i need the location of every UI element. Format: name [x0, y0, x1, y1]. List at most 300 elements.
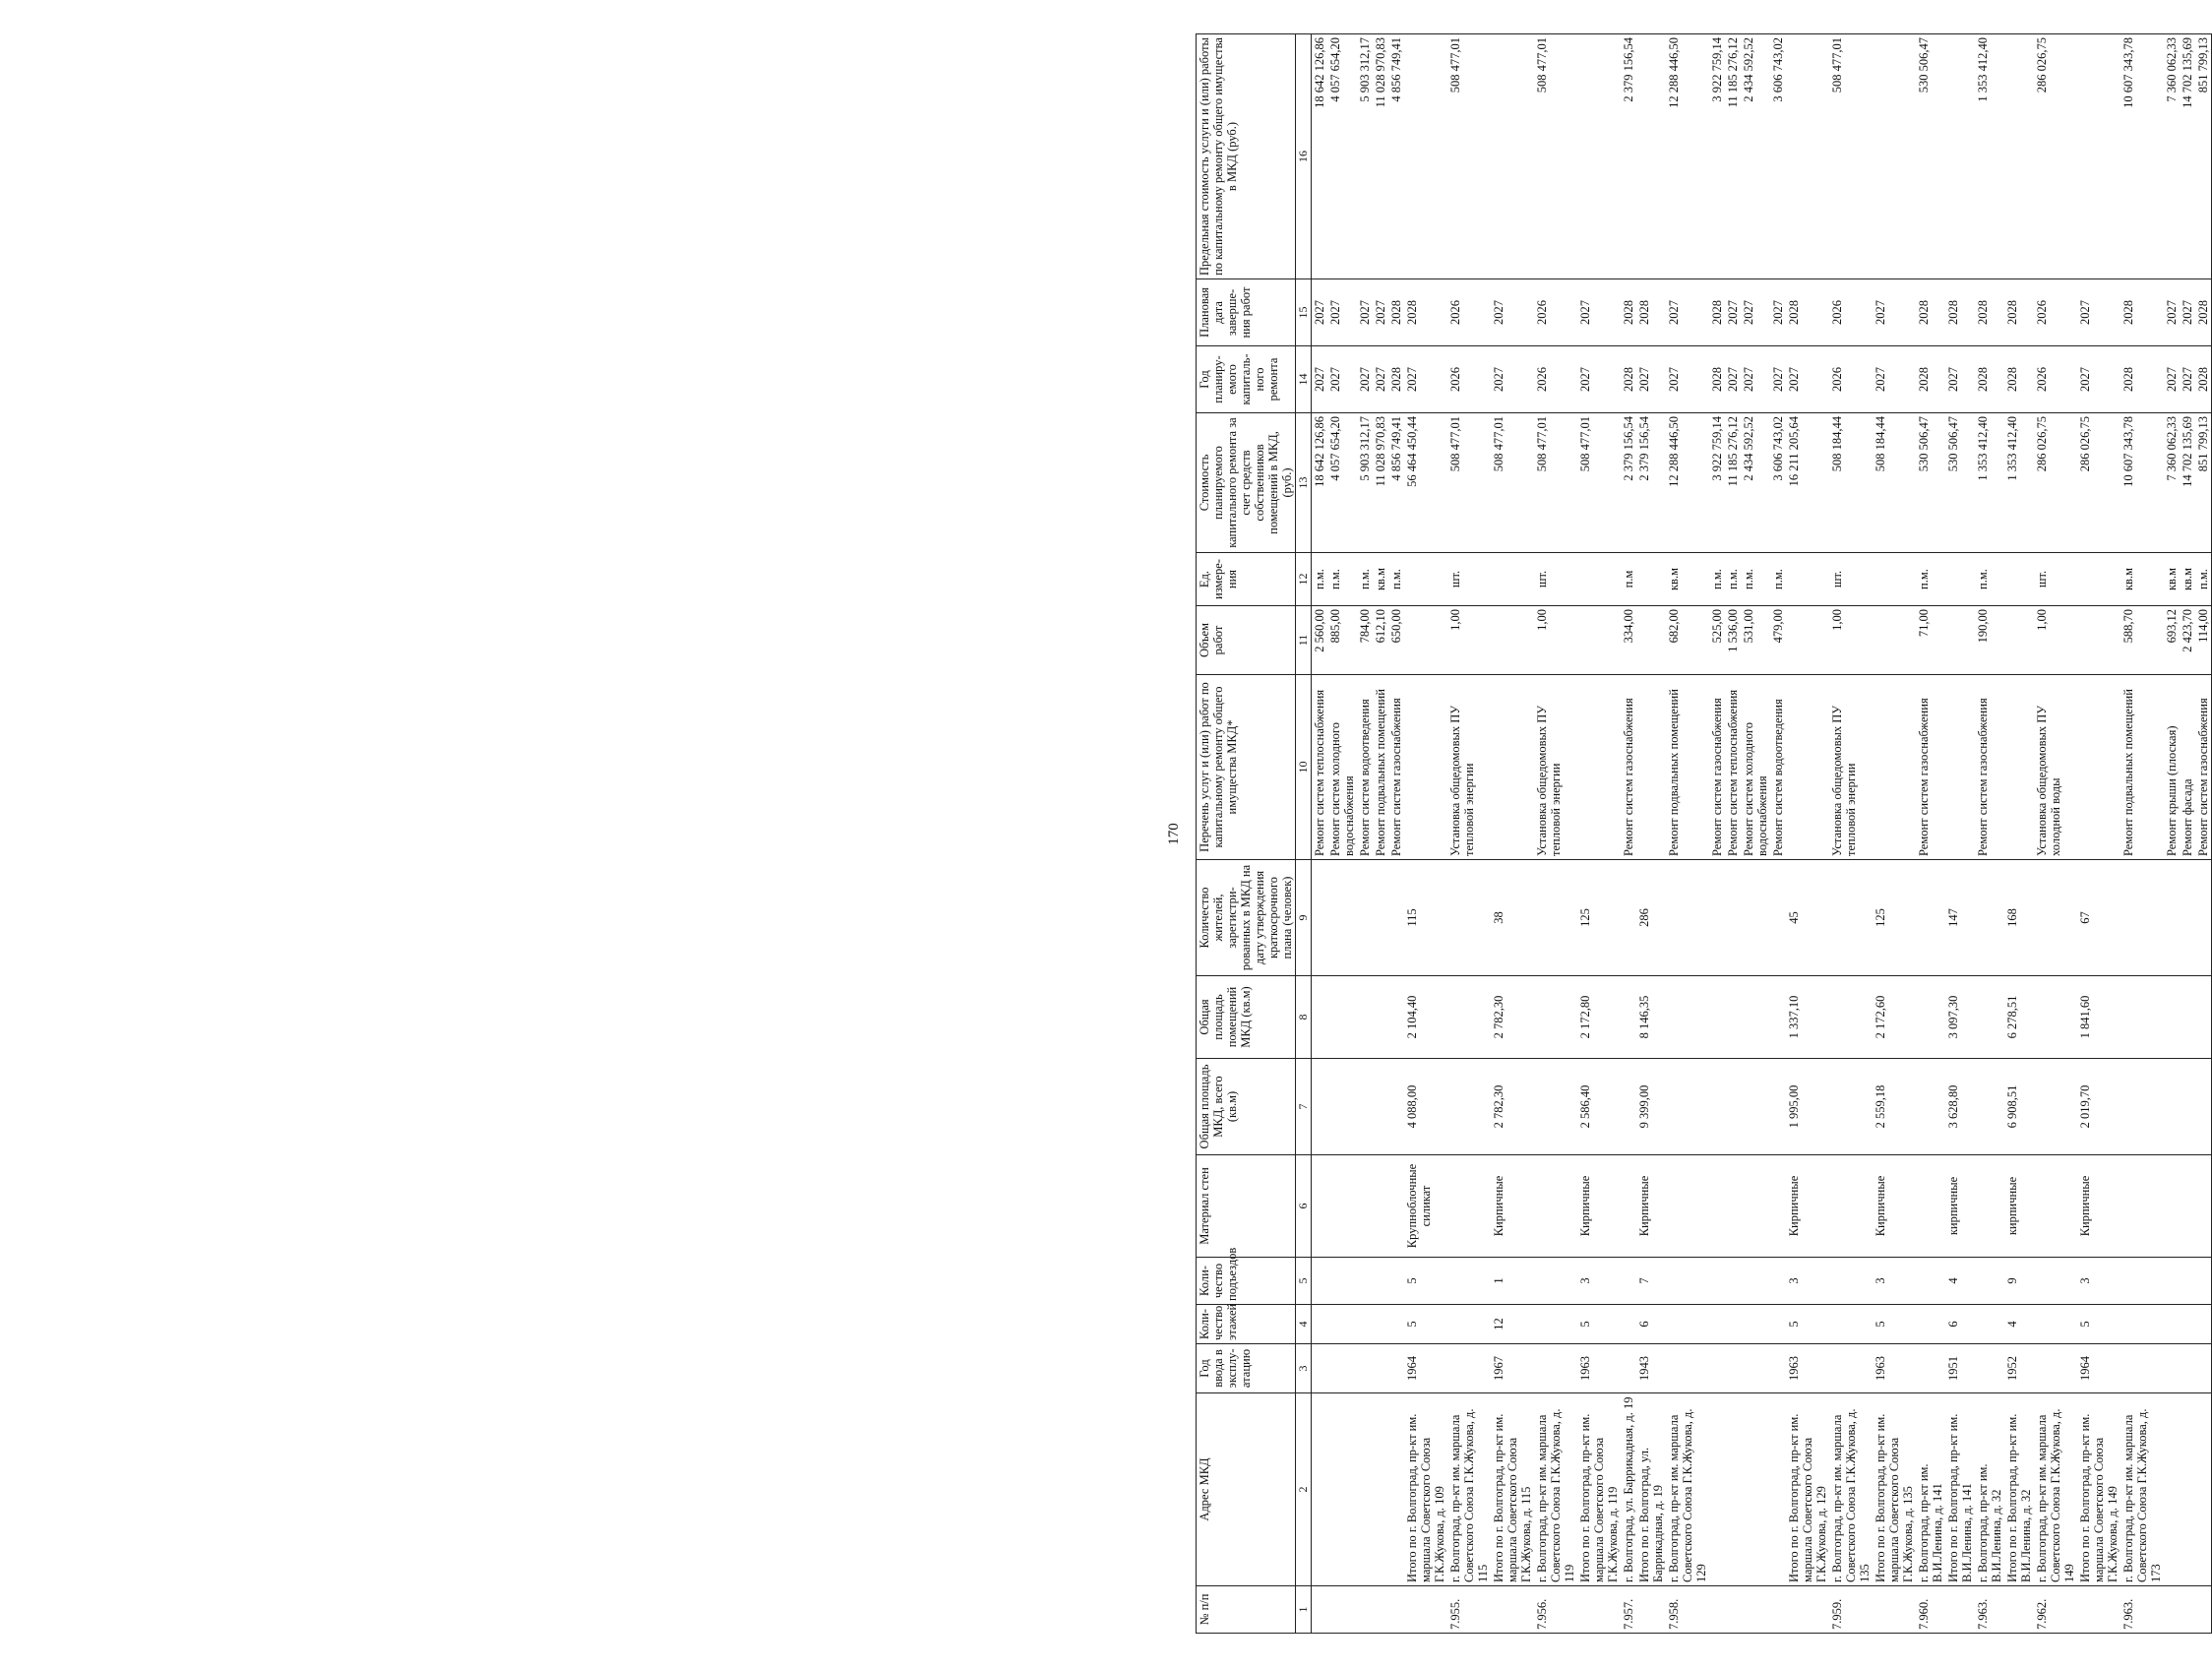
cell-col-8 — [1666, 976, 1709, 1059]
cell-col-15: 2027 — [1357, 279, 1373, 346]
cell-col-12 — [1945, 553, 1975, 606]
table-row — [1373, 34, 1388, 1634]
cell-col-2: Итого по г. Волгоград, пр-кт им. маршала Советского Союза Г.К.Жукова, д. 129 — [1786, 1393, 1829, 1586]
cell-col-7 — [1312, 1059, 1328, 1155]
cell-col-16: 3 922 759,14 — [1709, 34, 1725, 279]
column-number-8: 8 — [1296, 976, 1312, 1059]
cell-col-12 — [1491, 553, 1534, 606]
cell-col-15: 2027 — [1327, 279, 1357, 346]
table-row — [1357, 34, 1373, 1634]
cell-col-1 — [1491, 1586, 1534, 1634]
cell-col-6 — [1975, 1155, 2004, 1258]
cell-col-15: 2027 — [1770, 279, 1786, 346]
cell-col-10: Ремонт систем газоснабжения — [2195, 675, 2212, 860]
cell-col-6 — [1388, 1155, 1404, 1258]
cell-col-6: Кирпичные — [1491, 1155, 1534, 1258]
cell-col-4 — [1388, 1305, 1404, 1344]
cell-col-13: 508 184,44 — [1873, 413, 1916, 553]
column-header-10: Перечень услуг и (или) работ по капитальному ремонту общего имущества МКД* — [1197, 675, 1296, 860]
cell-col-12: п.м. — [1312, 553, 1328, 606]
cell-col-11: 334,00 — [1621, 606, 1636, 675]
column-header-2: Адрес МКД — [1197, 1393, 1296, 1586]
cell-col-1 — [1770, 1586, 1786, 1634]
cell-col-10: Установка общедомовых ПУ тепловой энергии — [1829, 675, 1873, 860]
cell-col-11: 190,00 — [1975, 606, 2004, 675]
cell-col-9 — [2034, 860, 2077, 976]
cell-col-11: 1,00 — [2034, 606, 2077, 675]
table-total-row — [1873, 34, 1916, 1634]
cell-col-12 — [1873, 553, 1916, 606]
cell-col-9: 286 — [1636, 860, 1666, 976]
cell-col-16 — [2077, 34, 2120, 279]
cell-col-14: 2027 — [2164, 346, 2180, 413]
cell-col-15: 2027 — [1725, 279, 1741, 346]
cell-col-15: 2027 — [1741, 279, 1770, 346]
column-header-9: Количество жителей, зарегистри-рованных в МКД на дату утверждения краткосрочного плана (человек) — [1197, 860, 1296, 976]
cell-col-14: 2027 — [1786, 346, 1829, 413]
column-header-7: Общая площадь МКД, всего (кв.м) — [1197, 1059, 1296, 1155]
cell-col-16 — [1786, 34, 1829, 279]
table-total-row — [1945, 34, 1975, 1634]
cell-col-2 — [1373, 1393, 1388, 1586]
cell-col-2 — [2180, 1393, 2195, 1586]
cell-col-15: 2027 — [1577, 279, 1621, 346]
cell-col-13: 2 379 156,54 — [1621, 413, 1636, 553]
cell-col-14: 2026 — [2034, 346, 2077, 413]
cell-col-11: 1,00 — [1534, 606, 1577, 675]
cell-col-16: 5 903 312,17 — [1357, 34, 1373, 279]
cell-col-16: 1 353 412,40 — [1975, 34, 2004, 279]
cell-col-15: 2028 — [1709, 279, 1725, 346]
cell-col-10: Ремонт систем теплоснабжения — [1312, 675, 1328, 860]
cell-col-13: 18 642 126,86 — [1312, 413, 1328, 553]
cell-col-13: 5 903 312,17 — [1357, 413, 1373, 553]
cell-col-5 — [1975, 1258, 2004, 1305]
cell-col-6 — [1725, 1155, 1741, 1258]
cell-col-7 — [1916, 1059, 1945, 1155]
cell-col-3: 1951 — [1945, 1344, 1975, 1393]
cell-col-2: г. Волгоград, пр-кт им. маршала Советского Союза Г.К.Жукова, д. 119 — [1534, 1393, 1577, 1586]
table-row — [1725, 34, 1741, 1634]
cell-col-15: 2028 — [1916, 279, 1945, 346]
cell-col-7: 2 586,40 — [1577, 1059, 1621, 1155]
cell-col-2: г. Волгоград, пр-кт им. В.И.Ленина, д. 141 — [1916, 1393, 1945, 1586]
cell-col-11: 531,00 — [1741, 606, 1770, 675]
cell-col-14: 2027 — [1945, 346, 1975, 413]
cell-col-11: 885,00 — [1327, 606, 1357, 675]
cell-col-7: 1 995,00 — [1786, 1059, 1829, 1155]
cell-col-14: 2027 — [1357, 346, 1373, 413]
cell-col-3 — [2120, 1344, 2164, 1393]
cell-col-7 — [1357, 1059, 1373, 1155]
cell-col-12: шт. — [1447, 553, 1491, 606]
table-row — [1621, 34, 1636, 1634]
cell-col-10: Ремонт фасада — [2180, 675, 2195, 860]
cell-col-9 — [1666, 860, 1709, 976]
cell-col-14: 2028 — [1975, 346, 2004, 413]
cell-col-3: 1943 — [1636, 1344, 1666, 1393]
cell-col-12: кв.м — [2164, 553, 2180, 606]
cell-col-5 — [1357, 1258, 1373, 1305]
column-header-16: Предельная стоимость услуги и (или) работы по капитальному ремонту общего имущества в МКД (руб.) — [1197, 34, 1296, 279]
cell-col-16: 18 642 126,86 — [1312, 34, 1328, 279]
cell-col-13: 3 922 759,14 — [1709, 413, 1725, 553]
cell-col-3: 1952 — [2004, 1344, 2034, 1393]
cell-col-14: 2027 — [1491, 346, 1534, 413]
cell-col-3: 1963 — [1873, 1344, 1916, 1393]
cell-col-10 — [2004, 675, 2034, 860]
cell-col-10: Ремонт систем газоснабжения — [1621, 675, 1636, 860]
cell-col-14: 2028 — [2004, 346, 2034, 413]
cell-col-9: 168 — [2004, 860, 2034, 976]
cell-col-6 — [1709, 1155, 1725, 1258]
cell-col-7: 4 088,00 — [1404, 1059, 1447, 1155]
cell-col-3 — [1709, 1344, 1725, 1393]
cell-col-9 — [1725, 860, 1741, 976]
cell-col-2: г. Волгоград, пр-кт им. маршала Советского Союза Г.К.Жукова, д. 149 — [2034, 1393, 2077, 1586]
cell-col-6 — [1357, 1155, 1373, 1258]
cell-col-8 — [1916, 976, 1945, 1059]
cell-col-1: 7.958. — [1666, 1586, 1709, 1634]
cell-col-14: 2028 — [2120, 346, 2164, 413]
table-total-row — [2077, 34, 2120, 1634]
cell-col-12: п.м. — [1725, 553, 1741, 606]
cell-col-13: 12 288 446,50 — [1666, 413, 1709, 553]
cell-col-6 — [1621, 1155, 1636, 1258]
table-row — [2164, 34, 2180, 1634]
cell-col-4 — [2120, 1305, 2164, 1344]
cell-col-7 — [1666, 1059, 1709, 1155]
cell-col-1: 7.960. — [1916, 1586, 1945, 1634]
cell-col-11 — [1945, 606, 1975, 675]
cell-col-16: 286 026,75 — [2034, 34, 2077, 279]
cell-col-8 — [1373, 976, 1388, 1059]
cell-col-7: 3 628,80 — [1945, 1059, 1975, 1155]
cell-col-4 — [1357, 1305, 1373, 1344]
cell-col-1 — [1873, 1586, 1916, 1634]
cell-col-8 — [2180, 976, 2195, 1059]
cell-col-4 — [2180, 1305, 2195, 1344]
cell-col-1 — [1741, 1586, 1770, 1634]
cell-col-15: 2028 — [1404, 279, 1447, 346]
table-row — [2180, 34, 2195, 1634]
cell-col-11: 612,10 — [1373, 606, 1388, 675]
cell-col-5 — [1388, 1258, 1404, 1305]
cell-col-12: шт. — [1534, 553, 1577, 606]
cell-col-2: Итого по г. Волгоград, пр-кт им. маршала Советского Союза Г.К.Жукова, д. 135 — [1873, 1393, 1916, 1586]
cell-col-10: Ремонт систем холодного водоснабжения — [1327, 675, 1357, 860]
cell-col-16: 12 288 446,50 — [1666, 34, 1709, 279]
cell-col-14: 2027 — [1404, 346, 1447, 413]
table-row — [1312, 34, 1328, 1634]
cell-col-10: Ремонт систем водоотведения — [1770, 675, 1786, 860]
cell-col-10: Установка общедомовых ПУ тепловой энергии — [1447, 675, 1491, 860]
cell-col-11: 1 536,00 — [1725, 606, 1741, 675]
cell-col-9 — [2180, 860, 2195, 976]
cell-col-5: 3 — [2077, 1258, 2120, 1305]
cell-col-5: 3 — [1786, 1258, 1829, 1305]
cell-col-8: 2 172,60 — [1873, 976, 1916, 1059]
cell-col-1 — [2004, 1586, 2034, 1634]
cell-col-13: 11 185 276,12 — [1725, 413, 1741, 553]
table-row — [2120, 34, 2164, 1634]
cell-col-8 — [1312, 976, 1328, 1059]
cell-col-9: 38 — [1491, 860, 1534, 976]
cell-col-13: 14 702 135,69 — [2180, 413, 2195, 553]
table-row — [2195, 34, 2212, 1634]
table-row — [1741, 34, 1770, 1634]
table-total-row — [1786, 34, 1829, 1634]
cell-col-12: п.м. — [1741, 553, 1770, 606]
cell-col-16: 508 477,01 — [1829, 34, 1873, 279]
column-header-4: Коли-чество этажей — [1197, 1305, 1296, 1344]
cell-col-10: Ремонт крыши (плоская) — [2164, 675, 2180, 860]
cell-col-1 — [2180, 1586, 2195, 1634]
cell-col-8 — [1327, 976, 1357, 1059]
table-row — [1975, 34, 2004, 1634]
cell-col-2 — [1725, 1393, 1741, 1586]
cell-col-6 — [1666, 1155, 1709, 1258]
cell-col-12 — [2077, 553, 2120, 606]
cell-col-10: Ремонт систем водоотведения — [1357, 675, 1373, 860]
cell-col-12: кв.м — [1373, 553, 1388, 606]
table-total-row — [2004, 34, 2034, 1634]
cell-col-1 — [1636, 1586, 1666, 1634]
cell-col-14: 2026 — [1829, 346, 1873, 413]
cell-col-7 — [2195, 1059, 2212, 1155]
cell-col-3: 1963 — [1577, 1344, 1621, 1393]
cell-col-7 — [2120, 1059, 2164, 1155]
cell-col-4 — [1770, 1305, 1786, 1344]
column-number-14: 14 — [1296, 346, 1312, 413]
cell-col-7 — [1327, 1059, 1357, 1155]
column-number-7: 7 — [1296, 1059, 1312, 1155]
table-row — [2034, 34, 2077, 1634]
cell-col-5 — [1709, 1258, 1725, 1305]
cell-col-8: 2 104,40 — [1404, 976, 1447, 1059]
cell-col-8 — [1770, 976, 1786, 1059]
cell-col-6: кирпичные — [2004, 1155, 2034, 1258]
cell-col-6: Крупноблочные силикат — [1404, 1155, 1447, 1258]
cell-col-10: Ремонт систем холодного водоснабжения — [1741, 675, 1770, 860]
cell-col-7 — [1534, 1059, 1577, 1155]
cell-col-10: Установка общедомовых ПУ холодной воды — [2034, 675, 2077, 860]
cell-col-4: 4 — [2004, 1305, 2034, 1344]
cell-col-14: 2027 — [1725, 346, 1741, 413]
cell-col-11: 650,00 — [1388, 606, 1404, 675]
cell-col-6 — [1534, 1155, 1577, 1258]
cell-col-4 — [1741, 1305, 1770, 1344]
cell-col-4 — [1534, 1305, 1577, 1344]
cell-col-8: 1 841,60 — [2077, 976, 2120, 1059]
cell-col-8: 6 278,51 — [2004, 976, 2034, 1059]
cell-col-1: 7.955. — [1447, 1586, 1491, 1634]
cell-col-12: п.м — [1621, 553, 1636, 606]
cell-col-11: 682,00 — [1666, 606, 1709, 675]
cell-col-11 — [1873, 606, 1916, 675]
cell-col-2: г. Волгоград, пр-кт им. маршала Советского Союза Г.К.Жукова, д. 173 — [2120, 1393, 2164, 1586]
cell-col-15: 2027 — [2180, 279, 2195, 346]
cell-col-9 — [2195, 860, 2212, 976]
cell-col-5: 1 — [1491, 1258, 1534, 1305]
cell-col-4: 5 — [1577, 1305, 1621, 1344]
cell-col-2: Итого по г. Волгоград, пр-кт им. маршала Советского Союза Г.К.Жукова, д. 109 — [1404, 1393, 1447, 1586]
cell-col-7: 2 782,30 — [1491, 1059, 1534, 1155]
cell-col-12: п.м. — [1388, 553, 1404, 606]
cell-col-10: Ремонт подвальных помещений — [2120, 675, 2164, 860]
cell-col-8 — [2120, 976, 2164, 1059]
cell-col-10 — [1945, 675, 1975, 860]
cell-col-14: 2027 — [1373, 346, 1388, 413]
cell-col-7: 2 019,70 — [2077, 1059, 2120, 1155]
cell-col-16 — [1945, 34, 1975, 279]
cell-col-7 — [1741, 1059, 1770, 1155]
cell-col-6 — [2120, 1155, 2164, 1258]
column-number-12: 12 — [1296, 553, 1312, 606]
cell-col-15: 2026 — [1829, 279, 1873, 346]
cell-col-6 — [1829, 1155, 1873, 1258]
cell-col-16: 2 379 156,54 — [1621, 34, 1636, 279]
cell-col-8: 2 172,80 — [1577, 976, 1621, 1059]
cell-col-7 — [2164, 1059, 2180, 1155]
cell-col-5 — [2034, 1258, 2077, 1305]
cell-col-5 — [2164, 1258, 2180, 1305]
cell-col-12: кв.м — [2180, 553, 2195, 606]
cell-col-12: п.м. — [1709, 553, 1725, 606]
cell-col-10 — [1636, 675, 1666, 860]
cell-col-1: 7.957. — [1621, 1586, 1636, 1634]
cell-col-5 — [1373, 1258, 1388, 1305]
cell-col-4: 5 — [1786, 1305, 1829, 1344]
cell-col-2: Итого по г. Волгоград, пр-кт им. маршала Советского Союза Г.К.Жукова, д. 119 — [1577, 1393, 1621, 1586]
cell-col-11 — [1786, 606, 1829, 675]
cell-col-16: 508 477,01 — [1447, 34, 1491, 279]
cell-col-16 — [2004, 34, 2034, 279]
cell-col-16: 14 702 135,69 — [2180, 34, 2195, 279]
cell-col-2 — [1709, 1393, 1725, 1586]
cell-col-3: 1963 — [1786, 1344, 1829, 1393]
cell-col-1 — [1945, 1586, 1975, 1634]
page-number: 170 — [1166, 823, 1182, 845]
cell-col-8 — [1741, 976, 1770, 1059]
cell-col-9 — [1741, 860, 1770, 976]
table-row — [1829, 34, 1873, 1634]
cell-col-2 — [1312, 1393, 1328, 1586]
cell-col-12: п.м. — [1916, 553, 1945, 606]
cell-col-9 — [1388, 860, 1404, 976]
cell-col-1 — [2195, 1586, 2212, 1634]
cell-col-15: 2027 — [1491, 279, 1534, 346]
cell-col-16: 508 477,01 — [1534, 34, 1577, 279]
cell-col-3 — [1327, 1344, 1357, 1393]
cell-col-14: 2028 — [2195, 346, 2212, 413]
cell-col-12: кв.м — [2120, 553, 2164, 606]
column-number-3: 3 — [1296, 1344, 1312, 1393]
cell-col-13: 2 379 156,54 — [1636, 413, 1666, 553]
cell-col-13: 530 506,47 — [1945, 413, 1975, 553]
cell-col-13: 56 464 450,44 — [1404, 413, 1447, 553]
cell-col-13: 508 477,01 — [1534, 413, 1577, 553]
table-row — [1534, 34, 1577, 1634]
cell-col-12: п.м. — [1327, 553, 1357, 606]
cell-col-13: 7 360 062,33 — [2164, 413, 2180, 553]
cell-col-13: 11 028 970,83 — [1373, 413, 1388, 553]
cell-col-12: п.м. — [1975, 553, 2004, 606]
cell-col-6 — [2180, 1155, 2195, 1258]
cell-col-6: Кирпичные — [1786, 1155, 1829, 1258]
cell-col-2 — [2164, 1393, 2180, 1586]
cell-col-1: 7.959. — [1829, 1586, 1873, 1634]
cell-col-11: 693,12 — [2164, 606, 2180, 675]
cell-col-7 — [1829, 1059, 1873, 1155]
cell-col-3 — [1388, 1344, 1404, 1393]
cell-col-10 — [1404, 675, 1447, 860]
cell-col-10 — [1577, 675, 1621, 860]
cell-col-11: 2 560,00 — [1312, 606, 1328, 675]
cell-col-4 — [2034, 1305, 2077, 1344]
cell-col-9 — [1534, 860, 1577, 976]
cell-col-12 — [1636, 553, 1666, 606]
cell-col-9 — [1357, 860, 1373, 976]
table-total-row — [1404, 34, 1447, 1634]
cell-col-15: 2026 — [1534, 279, 1577, 346]
cell-col-11: 71,00 — [1916, 606, 1945, 675]
cell-col-3 — [1534, 1344, 1577, 1393]
cell-col-6 — [1916, 1155, 1945, 1258]
cell-col-16: 10 607 343,78 — [2120, 34, 2164, 279]
cell-col-8 — [1534, 976, 1577, 1059]
cell-col-1 — [1725, 1586, 1741, 1634]
cell-col-11: 479,00 — [1770, 606, 1786, 675]
cell-col-4 — [1327, 1305, 1357, 1344]
cell-col-15: 2027 — [2164, 279, 2180, 346]
cell-col-8 — [1709, 976, 1725, 1059]
cell-col-10: Ремонт систем газоснабжения — [1916, 675, 1945, 860]
cell-col-2: г. Волгоград, пр-кт им. В.И.Ленина, д. 32 — [1975, 1393, 2004, 1586]
cell-col-11 — [1404, 606, 1447, 675]
cell-col-3 — [2195, 1344, 2212, 1393]
capital-repair-table — [1196, 33, 2212, 1634]
cell-col-7 — [1975, 1059, 2004, 1155]
table-row — [1916, 34, 1945, 1634]
cell-col-8 — [1829, 976, 1873, 1059]
cell-col-16: 11 028 970,83 — [1373, 34, 1388, 279]
column-number-2: 2 — [1296, 1393, 1312, 1586]
cell-col-9 — [1770, 860, 1786, 976]
cell-col-15: 2028 — [2120, 279, 2164, 346]
cell-col-1 — [1312, 1586, 1328, 1634]
cell-col-6 — [1312, 1155, 1328, 1258]
cell-col-10 — [1491, 675, 1534, 860]
cell-col-10: Ремонт систем газоснабжения — [1975, 675, 2004, 860]
cell-col-7 — [1709, 1059, 1725, 1155]
cell-col-5 — [1312, 1258, 1328, 1305]
column-number-1: 1 — [1296, 1586, 1312, 1634]
cell-col-11: 2 423,70 — [2180, 606, 2195, 675]
cell-col-10: Ремонт систем теплоснабжения — [1725, 675, 1741, 860]
cell-col-5: 5 — [1404, 1258, 1447, 1305]
cell-col-14: 2027 — [2180, 346, 2195, 413]
cell-col-6: Кирпичные — [2077, 1155, 2120, 1258]
cell-col-5 — [1621, 1258, 1636, 1305]
cell-col-7 — [2180, 1059, 2195, 1155]
cell-col-2 — [1327, 1393, 1357, 1586]
cell-col-9 — [1312, 860, 1328, 976]
table-header — [1197, 34, 1312, 1634]
cell-col-8: 3 097,30 — [1945, 976, 1975, 1059]
cell-col-11: 114,00 — [2195, 606, 2212, 675]
cell-col-13: 10 607 343,78 — [2120, 413, 2164, 553]
